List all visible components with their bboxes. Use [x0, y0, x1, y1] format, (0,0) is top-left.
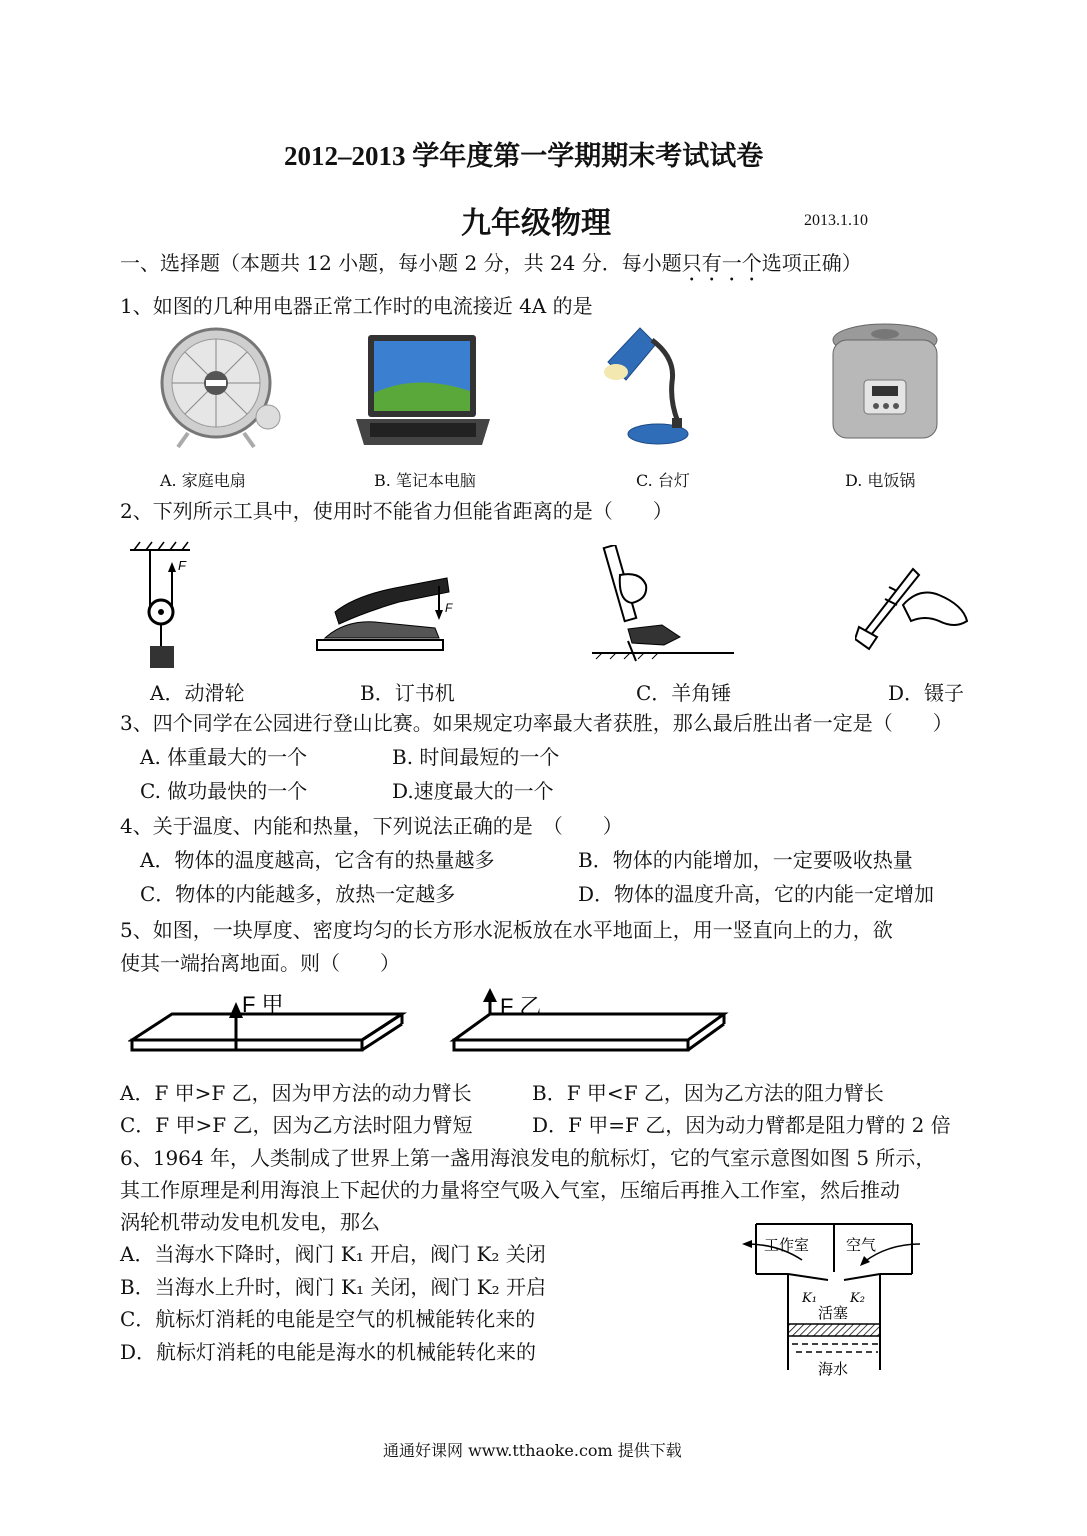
- question-4-stem: 4、关于温度、内能和热量，下列说法正确的是 （ ）: [120, 814, 623, 838]
- piston-label: 活塞: [818, 1304, 849, 1322]
- slab-lever-figure: [128, 988, 738, 1058]
- q6-option-c: C．航标灯消耗的电能是空气的机械能转化来的: [120, 1307, 536, 1331]
- q4-option-a: A．物体的温度越高，它含有的热量越多: [140, 848, 495, 872]
- q3-option-c: C. 做功最快的一个: [140, 779, 308, 803]
- question-6-stem-line1: 6、1964 年，人类制成了世界上第一盏用海浪发电的航标灯，它的气室示意图如图 5 所示，: [120, 1146, 936, 1170]
- rice-cooker-image: [830, 320, 940, 448]
- q6-option-b: B．当海水上升时，阀门 K₁ 关闭，阀门 K₂ 开启: [120, 1275, 547, 1299]
- sea-water-label: 海水: [818, 1360, 849, 1378]
- claw-hammer-figure: [592, 545, 734, 670]
- page-footer: 通通好课网 www.tthaoke.com 提供下载: [383, 1441, 682, 1460]
- q5-option-d: D．F 甲=F 乙，因为动力臂都是阻力臂的 2 倍: [532, 1113, 951, 1137]
- tweezers-figure: [855, 565, 970, 657]
- q2-option-d: D．镊子: [888, 681, 965, 705]
- q5-option-c: C．F 甲>F 乙，因为乙方法时阻力臂短: [120, 1113, 473, 1137]
- stapler-figure: [315, 572, 460, 654]
- air-label: 空气: [846, 1236, 877, 1254]
- q6-option-d: D．航标灯消耗的电能是海水的机械能转化来的: [120, 1340, 537, 1364]
- question-2-stem: 2、下列所示工具中，使用时不能省力但能省距离的是（ ）: [120, 499, 673, 523]
- q2-option-b: B．订书机: [360, 681, 455, 705]
- q2-option-a: A．动滑轮: [150, 681, 245, 705]
- q1-option-b: B. 笔记本电脑: [374, 471, 476, 490]
- q6-option-a: A．当海水下降时，阀门 K₁ 开启，阀门 K₂ 关闭: [120, 1242, 546, 1266]
- work-room-label: 工作室: [764, 1236, 810, 1254]
- laptop-image: [356, 333, 490, 448]
- q1-option-a: A. 家庭电扇: [160, 471, 246, 490]
- slab-force-right-label: F 乙: [500, 994, 542, 1019]
- pulley-force-label: F: [178, 558, 186, 573]
- q3-option-b: B. 时间最短的一个: [392, 745, 560, 769]
- q2-option-c: C．羊角锤: [636, 681, 732, 705]
- page-title: 2012–2013 学年度第一学期期末考试试卷: [284, 141, 764, 171]
- q5-option-a: A．F 甲>F 乙，因为甲方法的动力臂长: [120, 1081, 472, 1105]
- question-3-stem: 3、四个同学在公园进行登山比赛。如果规定功率最大者获胜，那么最后胜出者一定是（ ）: [120, 711, 953, 735]
- q3-option-a: A. 体重最大的一个: [140, 745, 308, 769]
- q4-option-c: C．物体的内能越多，放热一定越多: [140, 882, 456, 906]
- section-heading-text: 一、选择题（本题共 12 小题，每小题 2 分，共 24 分．每小题: [120, 251, 682, 275]
- q4-option-d: D．物体的温度升高，它的内能一定增加: [578, 882, 935, 906]
- exam-date: 2013.1.10: [804, 212, 868, 229]
- section-heading-tail: 选项正确）: [761, 251, 862, 275]
- q1-option-c: C. 台灯: [636, 471, 690, 490]
- question-5-stem-line1: 5、如图，一块厚度、密度均匀的长方形水泥板放在水平地面上，用一竖直向上的力，欲: [120, 918, 893, 942]
- valve-k2-label: K₂: [850, 1291, 865, 1306]
- desk-lamp-image: [600, 322, 692, 447]
- page-subtitle: 九年级物理: [461, 206, 611, 241]
- valve-k1-label: K₁: [802, 1291, 817, 1306]
- section-heading-emphasis: 只有一个: [681, 251, 762, 275]
- q5-option-b: B．F 甲<F 乙，因为乙方法的阻力臂长: [532, 1081, 884, 1105]
- air-chamber-diagram: [738, 1220, 928, 1380]
- stapler-force-label: F: [445, 601, 453, 615]
- question-1-stem: 1、如图的几种用电器正常工作时的电流接近 4A 的是: [120, 294, 593, 318]
- section-heading: [120, 250, 862, 286]
- q4-option-b: B．物体的内能增加，一定要吸收热量: [578, 848, 913, 872]
- slab-force-left-label: F 甲: [242, 992, 284, 1017]
- movable-pulley-figure: [120, 540, 200, 672]
- q3-option-d: D.速度最大的一个: [392, 779, 554, 803]
- question-5-stem-line2: 使其一端抬离地面。则（ ）: [120, 951, 400, 975]
- fan-image: [158, 325, 288, 450]
- q1-option-d: D. 电饭锅: [845, 471, 916, 490]
- question-6-stem-line2: 其工作原理是利用海浪上下起伏的力量将空气吸入气室，压缩后再推入工作室，然后推动: [120, 1178, 900, 1202]
- question-6-stem-line3: 涡轮机带动发电机发电，那么: [120, 1210, 380, 1234]
